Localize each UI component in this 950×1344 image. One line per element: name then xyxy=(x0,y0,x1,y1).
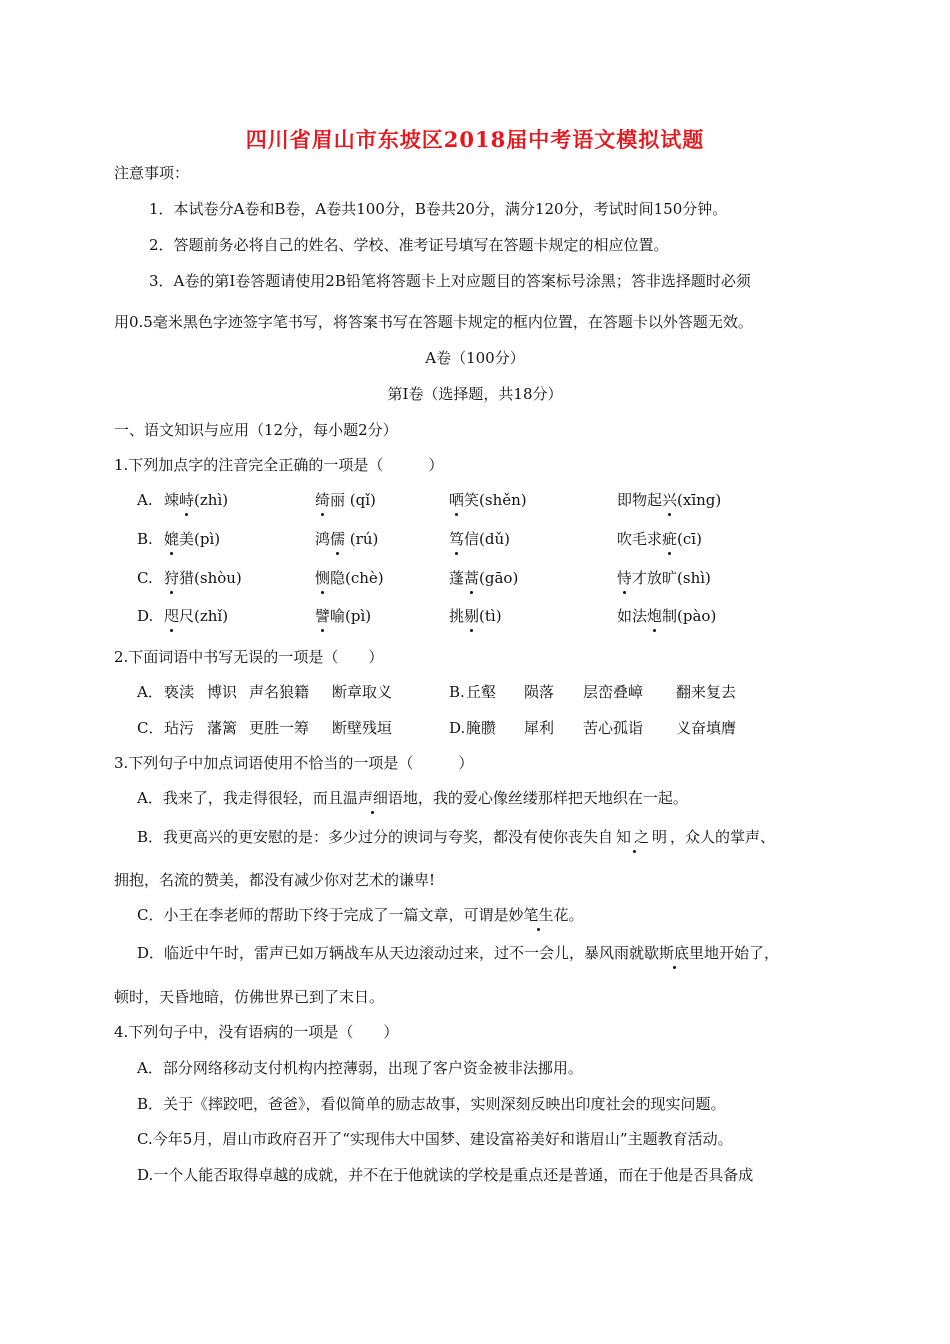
option-label: D. xyxy=(137,607,154,625)
option-word: 恃才放旷(shì) xyxy=(617,569,711,587)
option-word: 媲美(pì) xyxy=(164,530,221,548)
option-label: C. xyxy=(137,569,153,587)
question-3-option-c: C．小王在李老师的帮助下终于完成了一篇文章，可谓是妙笔生花。 xyxy=(137,906,584,924)
option-word: 藩篱 xyxy=(207,719,238,737)
option-word: 腌臜 xyxy=(466,719,497,737)
option-word: 如法炮制(pào) xyxy=(617,607,717,625)
option-word: 玷污 xyxy=(164,719,195,737)
option-word: 义奋填膺 xyxy=(676,719,737,737)
option-word: 亵渎 xyxy=(164,683,195,701)
question-4-option-a: A．部分网络移动支付机构内控薄弱，出现了客户资金被非法挪用。 xyxy=(137,1059,583,1077)
option-label: B. xyxy=(449,683,465,701)
option-label: A． xyxy=(137,683,163,701)
option-word: 即物起兴(xīng) xyxy=(617,491,722,509)
exam-title: 四川省眉山市东坡区2018届中考语文模拟试题 xyxy=(245,127,705,152)
option-label: A. xyxy=(137,491,153,509)
option-word: 哂笑(shěn) xyxy=(449,491,527,509)
question-4-stem: 4.下列句子中，没有语病的一项是（ ） xyxy=(114,1023,399,1041)
notice-item-1: 1．本试卷分A卷和B卷，A卷共100分，B卷共20分，满分120分，考试时间150分钟。 xyxy=(149,200,728,218)
notice-item-3-line-1: 3．A卷的第Ⅰ卷答题请使用2B铅笔将答题卡上对应题目的答案标号涂黑；答非选择题时必须 xyxy=(149,272,751,290)
option-word: 更胜一筹 xyxy=(249,719,310,737)
option-word: 博识 xyxy=(207,683,238,701)
option-word: 犀利 xyxy=(524,719,555,737)
option-word: 挑剔(tì) xyxy=(449,607,502,625)
option-word: 竦峙(zhì) xyxy=(164,491,229,509)
option-word: 譬喻(pì) xyxy=(315,607,372,625)
question-3-option-b-line-1: B．我更高兴的更安慰的是：多少过分的谀词与夸奖，都没有使你丧失自知之明，众人的掌声、 xyxy=(137,828,776,846)
question-4-option-b: B．关于《摔跤吧，爸爸》，看似简单的励志故事，实则深刻反映出印度社会的现实问题。 xyxy=(137,1095,726,1113)
option-word: 声名狼籍 xyxy=(249,683,310,701)
question-3-option-b-line-2: 拥抱，名流的赞美，都没有减少你对艺术的谦卑! xyxy=(114,871,436,889)
section-a-heading: A卷（100分） xyxy=(425,349,525,367)
part-1-heading: 第Ⅰ卷（选择题，共18分） xyxy=(387,385,563,403)
option-word: 苦心孤诣 xyxy=(583,719,644,737)
option-word: 绮丽 (qǐ) xyxy=(315,491,376,509)
notice-heading: 注意事项： xyxy=(114,164,190,182)
question-3-option-d-line-2: 顿时，天昏地暗，仿佛世界已到了末日。 xyxy=(114,988,385,1006)
option-word: 丘壑 xyxy=(466,683,497,701)
question-4-option-c: C.今年5月，眉山市政府召开了“实现伟大中国梦、建设富裕美好和谐眉山”主题教育活动。 xyxy=(137,1130,733,1148)
option-word: 狩猎(shòu) xyxy=(164,569,242,587)
option-word: 恻隐(chè) xyxy=(315,569,384,587)
question-4-option-d: D.一个人能否取得卓越的成就，并不在于他就读的学校是重点还是普通，而在于他是否具备成 xyxy=(137,1166,754,1184)
option-word: 笃信(dǔ) xyxy=(449,530,510,548)
option-word: 层峦叠嶂 xyxy=(583,683,644,701)
notice-item-3-line-2: 用0.5毫米黑色字迹签字笔书写，将答案书写在答题卡规定的框内位置，在答题卡以外答题无效。 xyxy=(114,313,753,331)
option-word: 咫尺(zhǐ) xyxy=(164,607,229,625)
option-word: 鸿儒 (rú) xyxy=(315,530,379,548)
option-word: 蓬蒿(gāo) xyxy=(449,569,519,587)
option-word: 断章取义 xyxy=(332,683,393,701)
option-word: 吹毛求疵(cī) xyxy=(617,530,702,548)
question-3-stem: 3.下列句子中加点词语使用不恰当的一项是（ ） xyxy=(114,754,474,772)
option-label: C． xyxy=(137,719,164,737)
option-label: D. xyxy=(449,719,466,737)
option-word: 翻来复去 xyxy=(676,683,737,701)
option-label: B. xyxy=(137,530,153,548)
notice-item-2: 2．答题前务必将自己的姓名、学校、准考证号填写在答题卡规定的相应位置。 xyxy=(149,236,669,254)
group-1-heading: 一、语文知识与应用（12分，每小题2分） xyxy=(114,421,398,439)
option-word: 陨落 xyxy=(524,683,555,701)
question-2-stem: 2.下面词语中书写无误的一项是（ ） xyxy=(114,648,384,666)
option-word: 断壁残垣 xyxy=(332,719,393,737)
question-3-option-d-line-1: D．临近中午时，雷声已如万辆战车从天边滚动过来，过不一会儿，暴风雨就歇斯底里地开始了， xyxy=(137,944,780,962)
question-3-option-a: A．我来了，我走得很轻，而且温声细语地，我的爱心像丝缕那样把天地织在一起。 xyxy=(137,789,688,807)
question-1-stem: 1.下列加点字的注音完全正确的一项是（ ） xyxy=(114,456,444,474)
